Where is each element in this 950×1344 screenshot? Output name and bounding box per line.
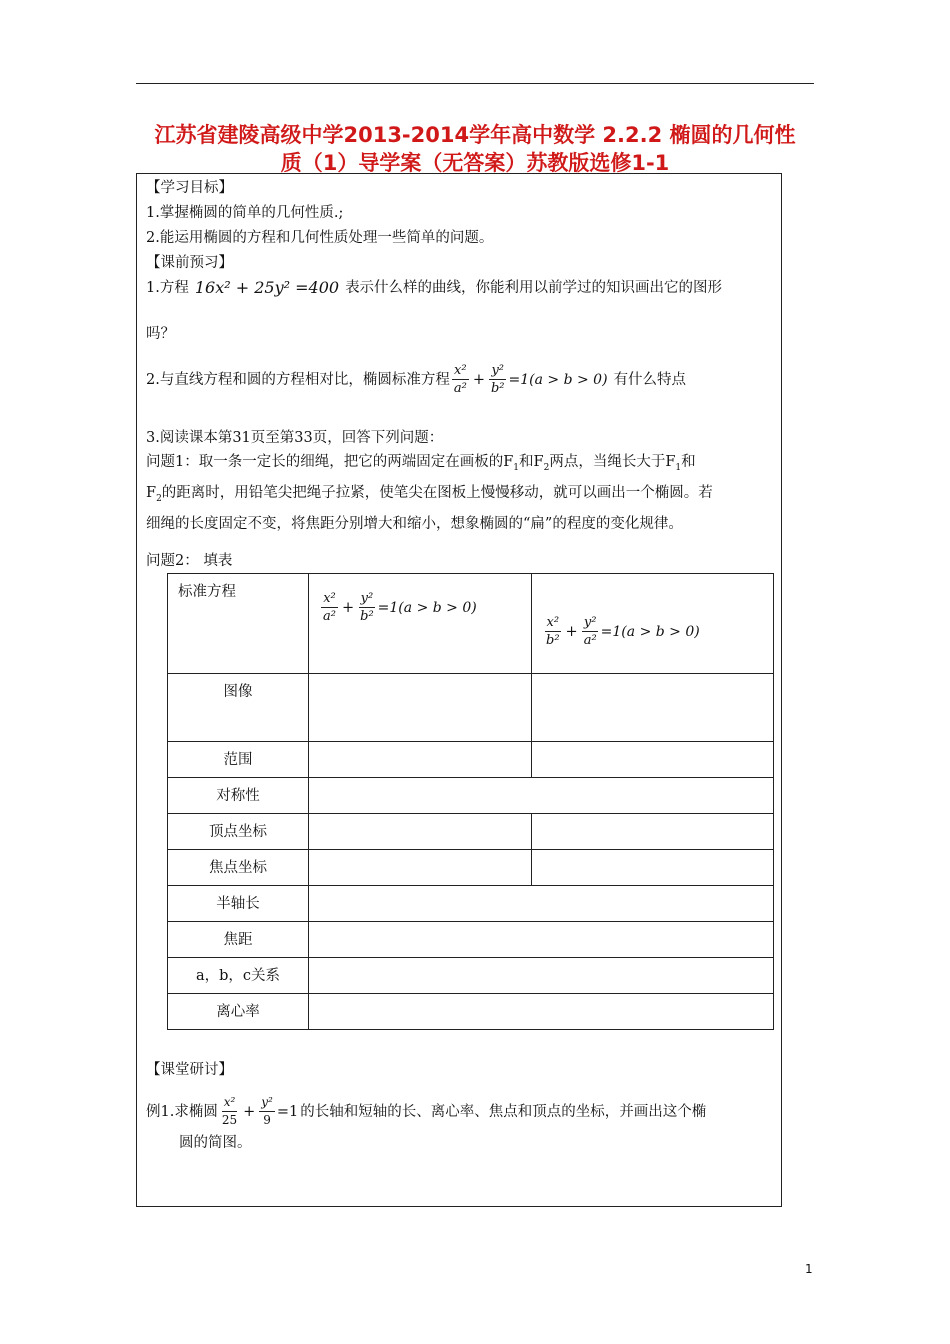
cell-symmetry[interactable] xyxy=(309,778,774,814)
q1-prefix: 1.方程 xyxy=(146,280,189,296)
row-label-abc-relation: a，b，c关系 xyxy=(168,958,309,994)
cell-graph-1[interactable] xyxy=(309,674,532,742)
q1-equation: 16x² + 25y² =400 xyxy=(194,278,340,297)
goal-1: 1.掌握椭圆的简单的几何性质.; xyxy=(146,205,344,221)
cell-foci-1[interactable] xyxy=(309,850,532,886)
cell-vertices-1[interactable] xyxy=(309,814,532,850)
section-preview: 【课前预习】 xyxy=(146,255,233,271)
eq-tail: =1(a > b > 0) xyxy=(508,371,608,388)
problem-1: 问题1：取一条一定长的细绳，把它的两端固定在画板的$F_1$和$F_2$两点，当绳长大于$F_1$和 $F_2$的距离时，用铅笔尖把绳子拉紧，使笔尖在图板上慢慢移动，就可以画出一个椭圆。若 细绳的长度固定不变，将焦距分别增大和缩小，想象椭圆的“扁”的程度的变化规律。 xyxy=(146,454,713,532)
example-prefix: 例1.求椭圆 xyxy=(146,1103,218,1120)
eq-den-b: b² xyxy=(490,381,505,396)
cell-abc-relation[interactable] xyxy=(309,958,774,994)
row-label-symmetry: 对称性 xyxy=(168,778,309,814)
q2-prefix: 2.与直线方程和圆的方程相对比，椭圆标准方程 xyxy=(146,371,450,388)
cell-focal-distance[interactable] xyxy=(309,922,774,958)
header-rule xyxy=(136,83,814,84)
eq-den-a: a² xyxy=(453,381,467,396)
row-label-range: 范围 xyxy=(168,742,309,778)
cell-foci-2[interactable] xyxy=(532,850,774,886)
properties-table xyxy=(167,573,774,1030)
cell-semi-axis[interactable] xyxy=(309,886,774,922)
title-line-1: 江苏省建陵高级中学2013-2014学年高中数学 2.2.2 椭圆的几何性 xyxy=(154,123,796,147)
q1-suffix: 表示什么样的曲线，你能利用以前学过的知识画出它的图形 xyxy=(345,280,723,296)
cell-eq-horizontal: $\frac{\text{x²}}{\text{a²}}$ + $\frac{\text{y²}}{\text{b²}}$ =1(a > b > 0) xyxy=(309,574,532,674)
preview-q2 xyxy=(146,362,686,397)
example-1-line-2: 圆的简图。 xyxy=(179,1135,252,1151)
cell-graph-2[interactable] xyxy=(532,674,774,742)
row-label-semi-axis: 半轴长 xyxy=(168,886,309,922)
eq-num-y: y² xyxy=(491,363,505,378)
cell-eccentricity[interactable] xyxy=(309,994,774,1030)
row-label-eccentricity: 离心率 xyxy=(168,994,309,1030)
cell-range-2[interactable] xyxy=(532,742,774,778)
problem-2: 问题2： 填表 xyxy=(146,553,233,569)
example-suffix: 的长轴和短轴的长、离心率、焦点和顶点的坐标，并画出这个椭 xyxy=(300,1103,707,1120)
cell-vertices-2[interactable] xyxy=(532,814,774,850)
section-discussion: 【课堂研讨】 xyxy=(146,1062,233,1078)
cell-range-1[interactable] xyxy=(309,742,532,778)
row-label-focal-distance: 焦距 xyxy=(168,922,309,958)
eq-num-x: x² xyxy=(454,363,467,378)
q1-tail: 吗？ xyxy=(146,326,175,342)
row-label-foci: 焦点坐标 xyxy=(168,850,309,886)
row-label-vertices: 顶点坐标 xyxy=(168,814,309,850)
page-number: 1 xyxy=(805,1262,813,1276)
cell-eq-vertical: $\frac{\text{x²}}{\text{b²}}$ + $\frac{\text{y²}}{\text{a²}}$ =1(a > b > 0) xyxy=(532,574,774,674)
standard-equation: $\frac{\text{x²}}{\text{a²}}$ + $\frac{\text{y²}}{\text{b²}}$ =1(a > b > 0) xyxy=(453,363,608,396)
q2-suffix: 有什么特点 xyxy=(613,371,687,388)
row-label-standard-eq: 标准方程 xyxy=(168,574,309,674)
row-label-graph: 图像 xyxy=(168,674,309,742)
example-1: 例1.求椭圆 $\frac{\text{x²}}{25}$ + $\frac{\text{y²}}{9}$ =1 的长轴和短轴的长、离心率、焦点和顶点的坐标，并画出这个椭 xyxy=(146,1095,707,1127)
preview-q1 xyxy=(146,277,722,299)
title-line-2: 质（1）导学案（无答案）苏教版选修1-1 xyxy=(280,151,670,175)
section-goals: 【学习目标】 xyxy=(146,180,233,196)
preview-q3: 3.阅读课本第31页至第33页，回答下列问题： xyxy=(146,430,444,446)
goal-2: 2.能运用椭圆的方程和几何性质处理一些简单的问题。 xyxy=(146,230,494,246)
document-title xyxy=(136,121,814,177)
